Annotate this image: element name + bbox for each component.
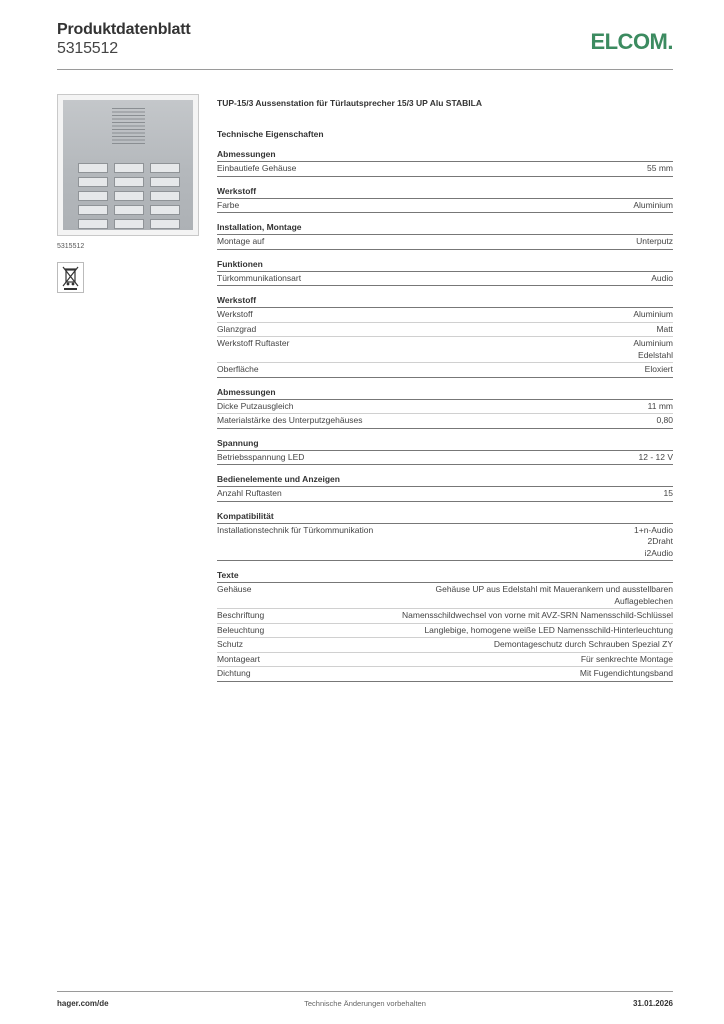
spec-group [217, 185, 673, 214]
spec-label: Installationstechnik für Türkommunikation [217, 524, 374, 535]
spec-group [217, 294, 673, 378]
call-button [150, 191, 180, 201]
spec-row [217, 609, 673, 624]
specification-content [217, 96, 673, 682]
footer-date: 31.01.2026 [632, 999, 673, 1008]
spec-row [217, 451, 673, 466]
call-button [114, 163, 144, 173]
call-button [150, 177, 180, 187]
call-button [114, 219, 144, 229]
call-button [150, 205, 180, 215]
spec-value: Eloxiert [644, 364, 673, 374]
spec-value: Namensschildwechsel von vorne mit AVZ-SRN Namensschild-Schlüssel [402, 610, 673, 620]
call-button [78, 205, 108, 215]
spec-row [217, 363, 673, 378]
spec-value: Aluminium [633, 309, 673, 319]
spec-group [217, 258, 673, 287]
spec-label: Dicke Putzausgleich [217, 400, 294, 411]
call-button [114, 191, 144, 201]
page-footer [57, 991, 673, 1012]
spec-value: Aluminium [633, 199, 673, 210]
call-button [150, 219, 180, 229]
spec-value: Matt [656, 323, 673, 334]
spec-group-title: Abmessungen [217, 386, 673, 400]
spec-value: 0,80 [656, 415, 673, 425]
spec-row [217, 162, 673, 177]
spec-row [217, 272, 673, 287]
spec-group-title: Texte [217, 569, 673, 583]
spec-group-title: Spannung [217, 437, 673, 451]
spec-value: Für senkrechte Montage [580, 653, 673, 664]
spec-row [217, 487, 673, 502]
spec-group [217, 221, 673, 250]
spec-group [217, 386, 673, 429]
product-title: TUP-15/3 Aussenstation für Türlautsprecher 15/3 UP Alu STABILA [217, 98, 482, 108]
spec-row [217, 638, 673, 653]
speaker-grille [112, 108, 145, 144]
spec-group-title: Werkstoff [217, 294, 673, 308]
spec-label: Glanzgrad [217, 323, 257, 334]
spec-group [217, 473, 673, 502]
spec-row [217, 323, 673, 338]
spec-group-title: Installation, Montage [217, 221, 673, 235]
spec-group [217, 569, 673, 682]
spec-row [217, 524, 673, 562]
spec-label: Dichtung [217, 668, 251, 678]
call-button [78, 163, 108, 173]
footer-disclaimer: Technische Änderungen vorbehalten [304, 999, 426, 1008]
image-caption: 5315512 [57, 243, 85, 250]
spec-value: Gehäuse UP aus Edelstahl mit Mauerankern und ausstellbaren Auflageblechen [435, 584, 673, 606]
spec-label: Betriebsspannung LED [217, 451, 305, 462]
footer-website: hager.com/de [57, 999, 109, 1008]
spec-group-title: Bedienelemente und Anzeigen [217, 473, 673, 487]
spec-row [217, 414, 673, 429]
spec-value: Mit Fugendichtungsband [579, 668, 673, 678]
spec-row [217, 667, 673, 682]
spec-group-title: Kompatibilität [217, 510, 673, 524]
weee-crossed-bin-icon [57, 262, 84, 293]
spec-label: Farbe [217, 199, 240, 210]
spec-row [217, 653, 673, 668]
call-button-grid [78, 163, 180, 229]
spec-group-title: Abmessungen [217, 148, 673, 162]
spec-value: 12 - 12 V [638, 451, 673, 462]
spec-label: Werkstoff [217, 309, 253, 319]
section-heading: Technische Eigenschaften [217, 129, 324, 139]
spec-groups [217, 148, 673, 682]
spec-label: Montageart [217, 653, 260, 664]
spec-label: Beleuchtung [217, 624, 265, 635]
spec-label: Werkstoff Ruftaster [217, 338, 290, 348]
spec-group-title: Werkstoff [217, 185, 673, 199]
spec-label: Materialstärke des Unterputzgehäuses [217, 415, 363, 425]
call-button [114, 177, 144, 187]
spec-value: Unterputz [636, 236, 673, 246]
spec-value: 15 [663, 488, 673, 498]
spec-value: 1+n-Audio 2Draht i2Audio [634, 524, 673, 558]
spec-value: 11 mm [647, 400, 673, 411]
call-button [78, 177, 108, 187]
spec-row [217, 337, 673, 363]
spec-label: Türkommunikationsart [217, 272, 302, 283]
spec-label: Schutz [217, 639, 243, 649]
spec-row [217, 199, 673, 214]
spec-group [217, 510, 673, 562]
spec-value: Aluminium Edelstahl [633, 338, 673, 360]
spec-label: Beschriftung [217, 610, 265, 620]
spec-label: Montage auf [217, 236, 265, 246]
call-button [78, 191, 108, 201]
spec-label: Einbautiefe Gehäuse [217, 163, 297, 173]
spec-value: 55 mm [647, 163, 673, 173]
call-button [150, 163, 180, 173]
spec-group-title: Funktionen [217, 258, 673, 272]
spec-group [217, 148, 673, 177]
document-title: Produktdatenblatt [57, 21, 191, 38]
spec-row [217, 235, 673, 250]
call-button [114, 205, 144, 215]
spec-label: Gehäuse [217, 584, 252, 594]
spec-row [217, 400, 673, 415]
spec-label: Oberfläche [217, 364, 259, 374]
spec-value: Demontageschutz durch Schrauben Spezial ZY [493, 639, 673, 649]
product-image [57, 94, 199, 236]
elcom-logo: ELCOM. [590, 29, 673, 54]
document-number: 5315512 [57, 40, 118, 57]
spec-row [217, 624, 673, 639]
door-station-plate [63, 100, 193, 230]
spec-label: Anzahl Ruftasten [217, 488, 282, 498]
spec-value: Audio [651, 272, 673, 283]
spec-group [217, 437, 673, 466]
call-button [78, 219, 108, 229]
spec-row [217, 308, 673, 323]
spec-row [217, 583, 673, 609]
page-header [57, 21, 673, 70]
spec-value: Langlebige, homogene weiße LED Namensschild-Hinterleuchtung [424, 624, 673, 635]
